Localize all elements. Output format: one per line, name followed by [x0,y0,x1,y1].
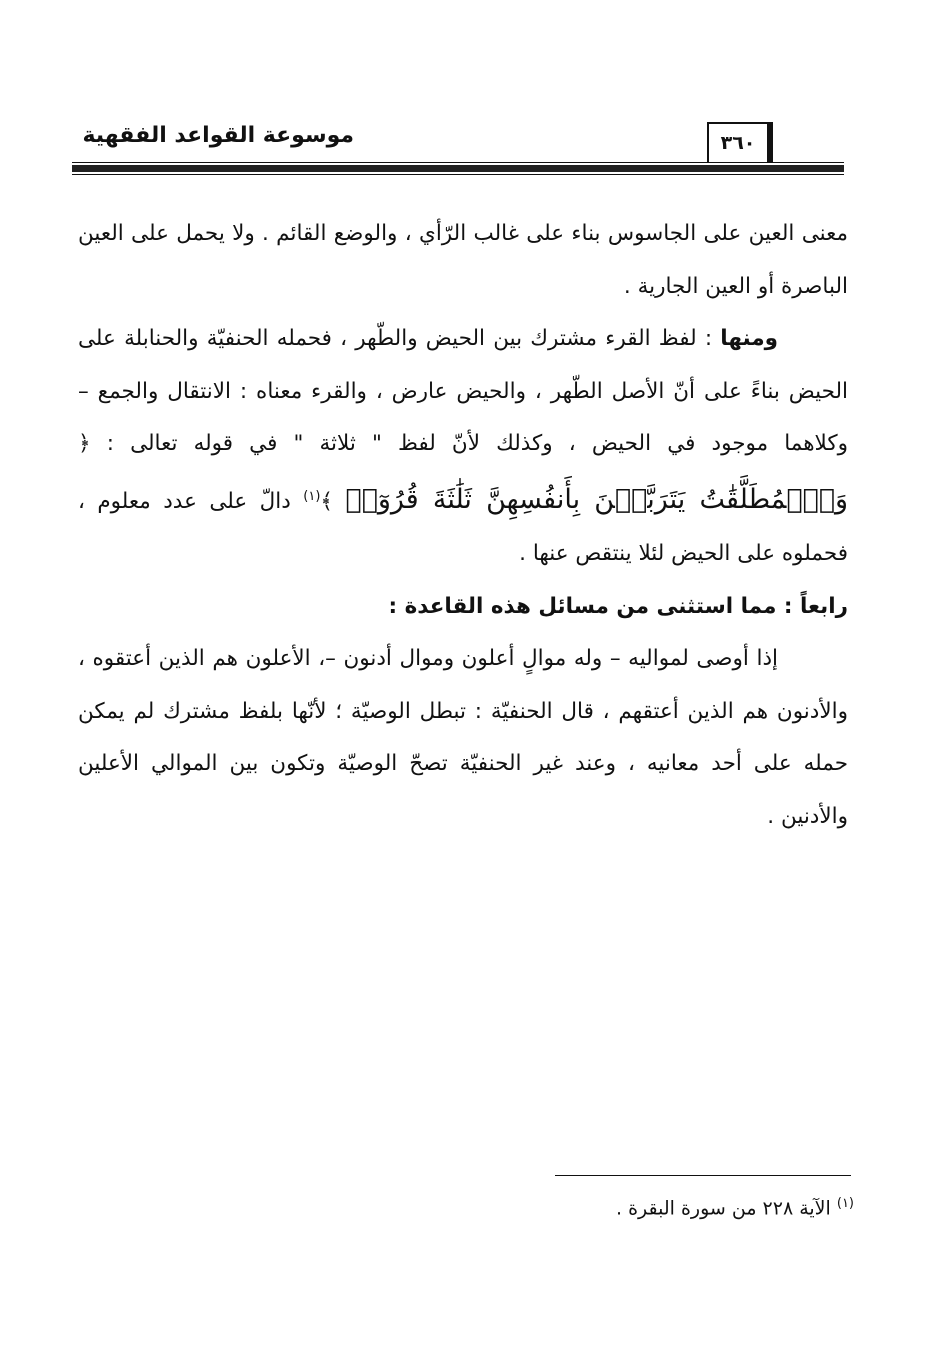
paragraph-1: معنى العين على الجاسوس بناء على غالب الرّأي ، والوضع القائم . ولا يحمل على العين الباصرة أو العين الجارية . [78,221,848,299]
quran-verse: وَٱلۡمُطَلَّقَٰتُ يَتَرَبَّصۡنَ بِأَنفُسِهِنَّ ثَلَٰثَةَ قُرُوٓءٖ [345,483,849,515]
paragraph-3: إذا أوصى لمواليه – وله موالٍ أعلون وموال أدنون –، الأعلون هم الذين أعتقوه ، والأدنون هم الذين أعتقهم ، قال الحنفيّة : تبطل الوصيّة ؛ لأنّها بلفظ مشترك لم يمكن حمله على أحد معانيه ، وعند غير الحنفيّة تصحّ الوصيّة وتكون بين الموالي الأعلين والأدنين . [78,646,848,829]
footnote-divider [555,1175,851,1176]
header-rule-thick [72,165,844,172]
paragraph-2-lead: ومنها [720,326,778,351]
footnote-1 [616,1196,854,1219]
page-number: ٣٦٠ [707,122,773,162]
page-header [72,118,844,178]
paragraph-2-text-a: : لفظ القرء مشترك بين الحيض والطّهر ، فحمله الحنفيّة والحنابلة على الحيض بناءً على أنّ الأصل الطّهر ، والحيض عارض ، والقرء معناه : الانتقال والجمع – وكلاهما موجود في الحيض ، وكذلك لأنّ لفظ " ثلاثة " في قوله تعالى : ﴿ [78,326,848,456]
footnote-text: الآية ٢٢٨ من سورة البقرة . [615,1197,831,1220]
section-heading: رابعاً : مما استثنى من مسائل هذه القاعدة : [388,593,848,619]
header-rule-top [72,162,844,163]
quran-close-bracket: ﴾ [320,488,346,514]
header-rule-bottom [72,174,844,175]
paragraph-2-text-b: دالّ على عدد معلوم ، فحملوه على الحيض لئلا ينتقص عنها . [78,488,848,567]
footnote-ref-1: (١) [303,488,321,504]
book-title: موسوعة القواعد الفقهية [82,123,354,148]
body-text [78,208,848,843]
paragraph-2 [78,313,848,581]
footnote-marker: (١) [836,1196,854,1211]
